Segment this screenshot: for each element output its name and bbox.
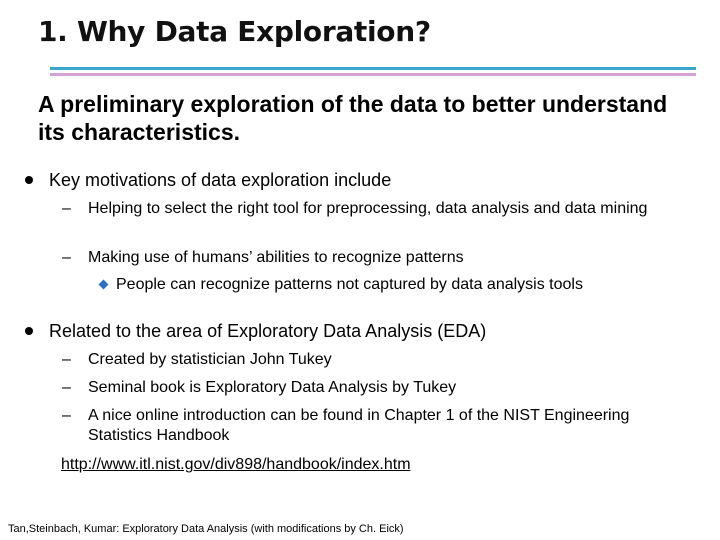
- subbullet-select-tool: [62, 199, 678, 219]
- bullet-text: Key motivations of data exploration include: [49, 170, 392, 190]
- dash-icon: –: [62, 249, 71, 266]
- subsubbullet-text: People can recognize patterns not captured by data analysis tools: [116, 276, 583, 293]
- subsubbullet-patterns: [116, 275, 696, 295]
- bullet-dot-icon: [25, 327, 33, 335]
- slide-title: 1. Why Data Exploration?: [38, 15, 431, 48]
- subbullet-seminal-book: [62, 378, 678, 398]
- bullet-text: Related to the area of Exploratory Data Analysis (EDA): [49, 321, 487, 341]
- subbullet-text: A nice online introduction can be found in Chapter 1 of the NIST Engineering Statistics Handbook: [88, 407, 630, 444]
- bullet-dot-icon: [25, 176, 33, 184]
- title-rule-top: [50, 67, 696, 70]
- slide-subtitle: A preliminary exploration of the data to better understand its characteristics.: [38, 91, 668, 145]
- nist-handbook-link[interactable]: http://www.itl.nist.gov/div898/handbook/index.htm: [61, 456, 411, 473]
- diamond-icon: [99, 280, 109, 290]
- dash-icon: –: [62, 200, 71, 217]
- subbullet-human-abilities: [62, 248, 678, 268]
- subbullet-tukey: [62, 350, 678, 370]
- dash-icon: –: [62, 379, 71, 396]
- dash-icon: –: [62, 407, 71, 424]
- subbullet-text: Helping to select the right tool for preprocessing, data analysis and data mining: [88, 200, 648, 217]
- bullet-eda: [49, 320, 669, 342]
- title-rule-bottom: [50, 73, 696, 76]
- subbullet-text: Seminal book is Exploratory Data Analysis by Tukey: [88, 379, 457, 396]
- slide-footer: Tan,Steinbach, Kumar: Exploratory Data Analysis (with modifications by Ch. Eick): [8, 523, 404, 535]
- dash-icon: –: [62, 351, 71, 368]
- subbullet-text: Created by statistician John Tukey: [88, 351, 332, 368]
- bullet-key-motivations: [49, 169, 669, 191]
- subbullet-nist: [62, 406, 648, 446]
- subbullet-text: Making use of humans’ abilities to recognize patterns: [88, 249, 464, 266]
